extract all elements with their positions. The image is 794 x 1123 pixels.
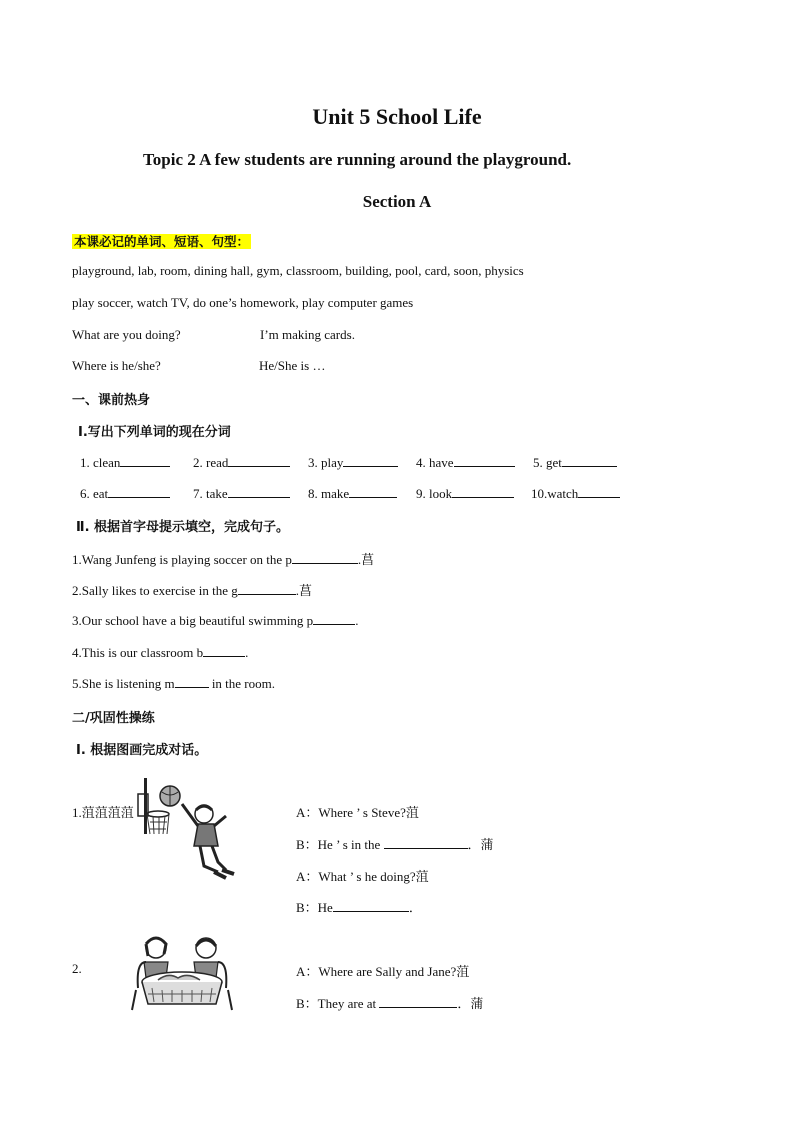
answer-blank[interactable] xyxy=(203,644,245,657)
answer-blank[interactable] xyxy=(238,582,296,595)
word-item: 7. take xyxy=(193,485,290,502)
item-number: 1.菹菹菹菹 xyxy=(72,805,134,820)
part2-sec1-heading: Ⅰ. 根据图画完成对话。 xyxy=(76,743,208,758)
vocab-heading-line xyxy=(72,232,251,250)
answer-blank[interactable] xyxy=(228,454,290,467)
answer-blank[interactable] xyxy=(292,551,358,564)
sentence-item: 2.Sally likes to exercise in the g .菖 xyxy=(72,583,312,598)
vocab-answer-1: I’m making cards. xyxy=(260,327,355,342)
dialogue-line: A：Where ’ s Steve?菹 xyxy=(296,805,419,820)
vocab-question-2: Where is he/she? xyxy=(72,358,161,373)
word-item: 5. get xyxy=(533,454,617,471)
part1-heading: 一、课前热身 xyxy=(72,393,151,408)
item-number: 2. xyxy=(72,961,82,976)
dialogue-line: A：What ’ s he doing?菹 xyxy=(296,869,429,884)
answer-blank[interactable] xyxy=(120,454,170,467)
sentence-item: 5.She is listening m in the room. xyxy=(72,676,275,691)
word-item: 1. clean xyxy=(80,454,170,471)
dialogue-line: B：He ． xyxy=(296,900,422,915)
answer-blank[interactable] xyxy=(562,454,617,467)
dialogue-line: B：He ’ s in the ．蒲 xyxy=(296,837,494,852)
topic-title: Topic 2 A few students are running around the playground. xyxy=(143,150,572,169)
answer-blank[interactable] xyxy=(228,485,290,498)
word-item: 9. look xyxy=(416,485,514,502)
word-item: 10.watch xyxy=(531,485,620,502)
basketball-picture xyxy=(134,774,238,880)
part2-heading: 二/巩固性操练 xyxy=(72,711,155,726)
answer-blank[interactable] xyxy=(108,485,170,498)
vocab-heading: 本课必记的单词、短语、句型： xyxy=(74,234,250,249)
page-title: Unit 5 School Life xyxy=(312,104,482,129)
answer-blank[interactable] xyxy=(333,899,409,912)
dining-picture xyxy=(128,932,236,1012)
answer-blank[interactable] xyxy=(349,485,397,498)
vocab-phrases: play soccer, watch TV, do one’s homework, play computer games xyxy=(72,295,414,310)
part1-sec1-heading: Ⅰ.写出下列单词的现在分词 xyxy=(78,425,231,440)
section-title: Section A xyxy=(362,192,432,211)
dialogue-line: B：They are at ．蒲 xyxy=(296,996,484,1011)
word-item: 8. make xyxy=(308,485,397,502)
dialogue-line: A：Where are Sally and Jane?菹 xyxy=(296,964,470,979)
vocab-question-1: What are you doing? xyxy=(72,327,181,342)
sentence-item: 3.Our school have a big beautiful swimming p . xyxy=(72,613,359,628)
answer-blank[interactable] xyxy=(343,454,398,467)
answer-blank[interactable] xyxy=(379,995,457,1008)
vocab-answer-2: He/She is … xyxy=(259,358,326,373)
word-item: 6. eat xyxy=(80,485,170,502)
answer-blank[interactable] xyxy=(578,485,620,498)
word-item: 4. have xyxy=(416,454,515,471)
answer-blank[interactable] xyxy=(452,485,514,498)
word-item: 2. read xyxy=(193,454,290,471)
sentence-item: 1.Wang Junfeng is playing soccer on the p .菖 xyxy=(72,552,375,567)
word-item: 3. play xyxy=(308,454,398,471)
part1-sec2-heading: Ⅱ. 根据首字母提示填空，完成句子。 xyxy=(76,520,290,535)
answer-blank[interactable] xyxy=(313,612,355,625)
vocab-words: playground, lab, room, dining hall, gym, classroom, building, pool, card, soon, physics xyxy=(72,263,524,278)
answer-blank[interactable] xyxy=(454,454,515,467)
answer-blank[interactable] xyxy=(175,675,209,688)
sentence-item: 4.This is our classroom b . xyxy=(72,645,249,660)
answer-blank[interactable] xyxy=(384,836,468,849)
